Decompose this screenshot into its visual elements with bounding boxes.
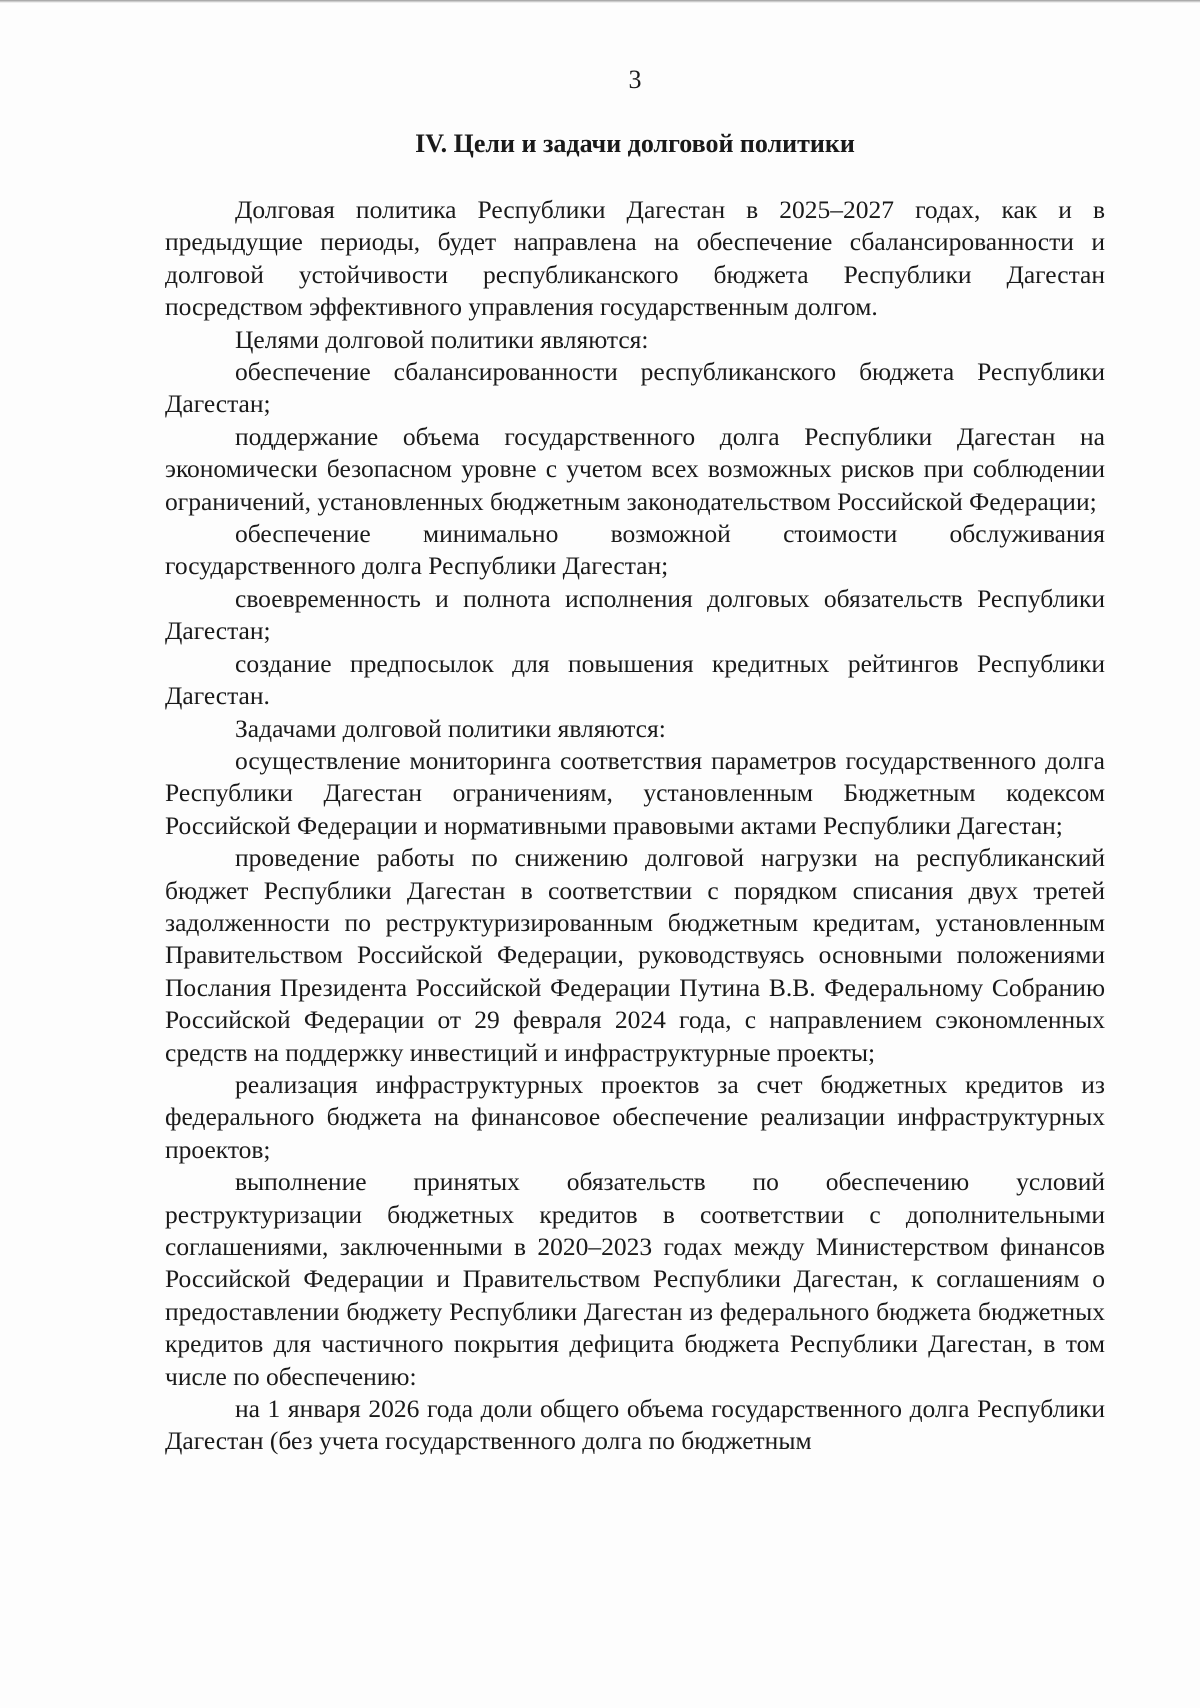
paragraph-task-debt-reduction: проведение работы по снижению долговой нагрузки на республиканский бюджет Республики Дагестан в соответствии с порядком списания двух третей задолженности по реструктуризированным бюджетным кредитам, установленным Правительством Российской Федерации, руководствуясь основными положениями Послания Президента Российской Федерации Путина В.В. Федеральному Собранию Российской Федерации от 29 февраля 2024 года, с направлением сэкономленных средств на поддержку инвестиций и инфраструктурные проекты; xyxy=(165,843,1105,1067)
paragraph-goals-lead: Целями долговой политики являются: xyxy=(235,324,649,354)
paragraph-task-infrastructure: реализация инфраструктурных проектов за счет бюджетных кредитов из федерального бюджета на финансовое обеспечение реализации инфраструктурных проектов; xyxy=(165,1069,1105,1164)
paragraph-goal-min-cost: обеспечение минимально возможной стоимости обслуживания государственного долга Республики Дагестан; xyxy=(165,519,1105,581)
paragraph-tasks-lead: Задачами долговой политики являются: xyxy=(235,713,666,743)
paragraph-goal-timeliness: своевременность и полнота исполнения долговых обязательств Республики Дагестан; xyxy=(165,583,1105,646)
paragraph-task-restructuring: выполнение принятых обязательств по обеспечению условий реструктуризации бюджетных кредитов в соответствии с дополнительными соглашениями, заключенными в 2020–2023 годах между Министерством финансов Российской Федерации и Правительством Республики Дагестан, к соглашениям о предоставлении бюджету Республики Дагестан из федерального бюджета бюджетных кредитов для частичного покрытия дефицита бюджета Республики Дагестан, в том числе по обеспечению: xyxy=(165,1167,1105,1391)
page-number: 3 xyxy=(628,65,642,94)
paragraph-goal-debt-level: поддержание объема государственного долга Республики Дагестан на экономически безопасном уровне с учетом всех возможных рисков при соблюдении ограничений, установленных бюджетным законодательством Российской Федерации; xyxy=(165,421,1105,516)
section-heading: IV. Цели и задачи долговой политики xyxy=(415,129,855,158)
scan-edge xyxy=(0,0,1200,3)
page-text-block xyxy=(165,60,1105,1458)
paragraph-goal-ratings: создание предпосылок для повышения кредитных рейтингов Республики Дагестан. xyxy=(165,648,1105,711)
paragraph-intro: Долговая политика Республики Дагестан в 2025–2027 годах, как и в предыдущие периоды, будет направлена на обеспечение сбалансированности и долговой устойчивости республиканского бюджета Республики Дагестан посредством эффективного управления государственным долгом. xyxy=(165,195,1105,322)
paragraph-task-debt-share: на 1 января 2026 года доли общего объема государственного долга Республики Дагестан (без учета государственного долга по бюджетным xyxy=(165,1394,1105,1456)
paragraph-task-monitoring: осуществление мониторинга соответствия параметров государственного долга Республики Дагестан ограничениям, установленным Бюджетным кодексом Российской Федерации и нормативными правовыми актами Республики Дагестан; xyxy=(165,745,1105,840)
paragraph-goal-balance: обеспечение сбалансированности республиканского бюджета Республики Дагестан; xyxy=(165,357,1105,419)
